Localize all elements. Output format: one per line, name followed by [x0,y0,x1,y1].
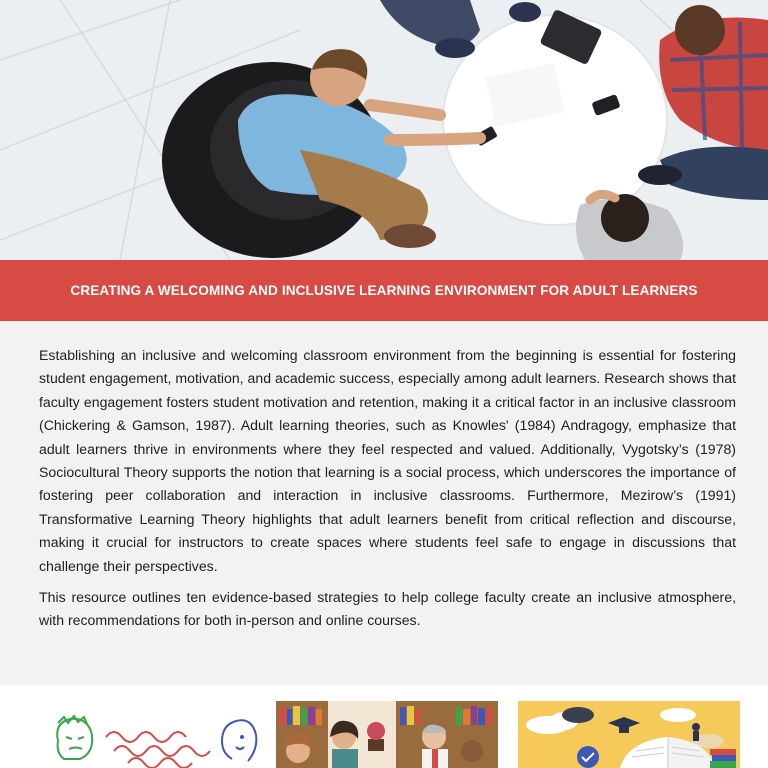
strategy-cards-row [0,685,768,768]
faces-wavy-lines-icon [36,701,268,768]
graduation-books-icon [518,701,740,768]
card-image-faces[interactable] [36,701,268,768]
hero-photo-students-icon [0,0,768,260]
title-banner [0,260,768,321]
card-image-graduation[interactable] [518,701,740,768]
page-title: CREATING A WELCOMING AND INCLUSIVE LEARNING ENVIRONMENT FOR ADULT LEARNERS [70,283,698,298]
intro-section [0,321,768,685]
intro-paragraph: Establishing an inclusive and welcoming classroom environment from the beginning is essential for fostering student engagement, motivation, and academic success, especially among adult learners. Research shows that faculty engagement fosters student motivation and retention, making it a critical factor in an inclusive classroom (Chickering & Gamson, 1987). Adult learning theories, such as Knowles' (1984) Andragogy, emphasize that adult learners thrive in environments where they feel respected and valued. Additionally, Vygotsky’s (1978) Sociocultural Theory supports the notion that learning is a social process, which underscores the importance of fostering peer collaboration and interaction in inclusive classrooms. Furthermore, Mezirow’s (1991) Transformative Learning Theory highlights that adult learners benefit from critical reflection and discourse, making it crucial for instructors to create spaces where students feel safe to engage in discussions that challenge their perspectives. [39,347,736,574]
library-people-icon [276,701,498,768]
hero-image [0,0,768,260]
resource-summary-paragraph: This resource outlines ten evidence-based strategies to help college faculty create an inclusive atmosphere, with recommendations for both in-person and online courses. [39,589,736,629]
card-image-library[interactable] [276,701,498,768]
